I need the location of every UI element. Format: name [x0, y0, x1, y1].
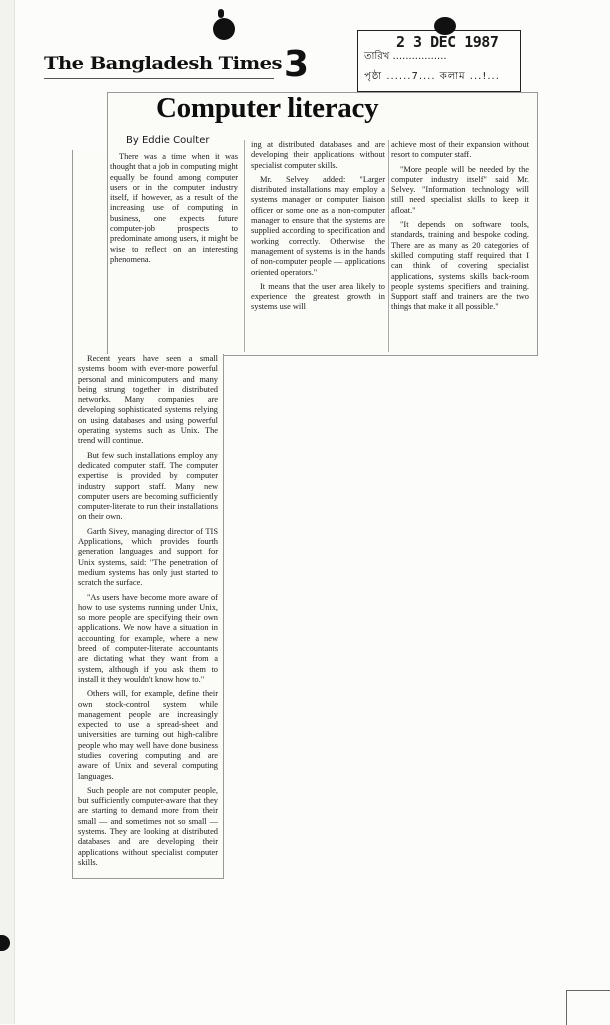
article-headline: Computer literacy: [156, 92, 379, 124]
ink-blot: [213, 18, 235, 40]
paragraph: "As users have become more aware of how to use systems running under Unix, so more people are specifying their own applications. We now have a situation in accounting for example, where a new breed of computer-literate accountants are dictating what they want from a system, although if you ask them to install it they wouldn't know how to.": [78, 592, 218, 684]
stamp-date: 2 3 DEC 1987: [396, 33, 499, 51]
archive-date-stamp: [357, 30, 521, 92]
article-column-1-top: [110, 152, 238, 354]
column-rule: [388, 140, 389, 352]
paragraph: achieve most of their expansion without resort to computer staff.: [391, 140, 529, 160]
paragraph: Such people are not computer people, but sufficiently computer-aware that they are starting to demand more from their small — and sometimes not so small — systems. They are looking at distributed databases and are developing their applications without specialist computer skills.: [78, 785, 218, 867]
paragraph: "More people will be needed by the computer industry itself" said Mr. Selvey. "Information technology will still need specialist skills to keep it afloat.": [391, 164, 529, 215]
article-column-2: [251, 140, 385, 352]
stamp-date-field: তারিখ .................: [364, 51, 447, 62]
article-column-3: [391, 140, 529, 352]
paragraph: ing at distributed databases and are developing their applications without specialist computer skills.: [251, 140, 385, 170]
masthead-rule: [44, 78, 274, 79]
paragraph: There was a time when it was thought that a job in computing might equally be found among computer users or in the computer industry itself, if however, as a result of the increasing use of computing in business, one expects future computer-job prospects to predominate among users, it might be wise to reflect on an interesting phenomena.: [110, 152, 238, 264]
paragraph: It means that the user area likely to experience the greatest growth in systems use will: [251, 281, 385, 312]
article-column-1-continued: [78, 354, 218, 876]
paragraph: Recent years have seen a small systems boom with ever-more powerful personal and minicomputers and many being strung together in distributed networks. Many companies are developing sophisticated systems relying on using databases and using powerful operating systems such as Unix. The trend will continue.: [78, 354, 218, 446]
paragraph: Garth Sivey, managing director of TIS Applications, which provides fourth generation languages and support for Unix systems, said: "The penetration of medium systems has only just started to scratch the surface.: [78, 526, 218, 588]
scan-corner-fold: [566, 990, 610, 1025]
article-byline: By Eddie Coulter: [126, 135, 210, 146]
page-edge: [0, 0, 15, 1024]
newspaper-masthead: The Bangladesh Times: [44, 54, 282, 74]
column-rule: [244, 140, 245, 352]
handwritten-page-number: 3: [284, 44, 310, 85]
clipping-edge: [72, 150, 109, 354]
paragraph: Others will, for example, define their own stock-control system while management people are increasingly expected to use a spread-sheet and universities are turning out high-calibre people who may well have done business studies covering computing and are aware of Unix and several computing languages.: [78, 689, 218, 781]
paragraph: Mr. Selvey added: "Larger distributed installations may employ a systems manager or computer liaison officer or some one as a non-computer manager to ensure that the systems are supplied according to specification and working correctly. Otherwise the management of systems is in the hands of non-computer people — applications oriented operators.": [251, 174, 385, 277]
paragraph: But few such installations employ any dedicated computer staff. The computer expertise is provided by computer industry support staff. Many new computer users are becoming sufficiently computer-literate to run their installations on their own.: [78, 450, 218, 522]
paragraph: "It depends on software tools, standards, training and bespoke coding. There are as many as 20 categories of skilled computing staff required that I can think of covering specialist applications, systems skills back-room people systems specifiers and training. Support staff and trainers are the two things that make it all possible.": [391, 220, 529, 312]
stamp-page-column-field: পৃষ্ঠা ......7.... কলাম ...!...: [364, 71, 500, 82]
